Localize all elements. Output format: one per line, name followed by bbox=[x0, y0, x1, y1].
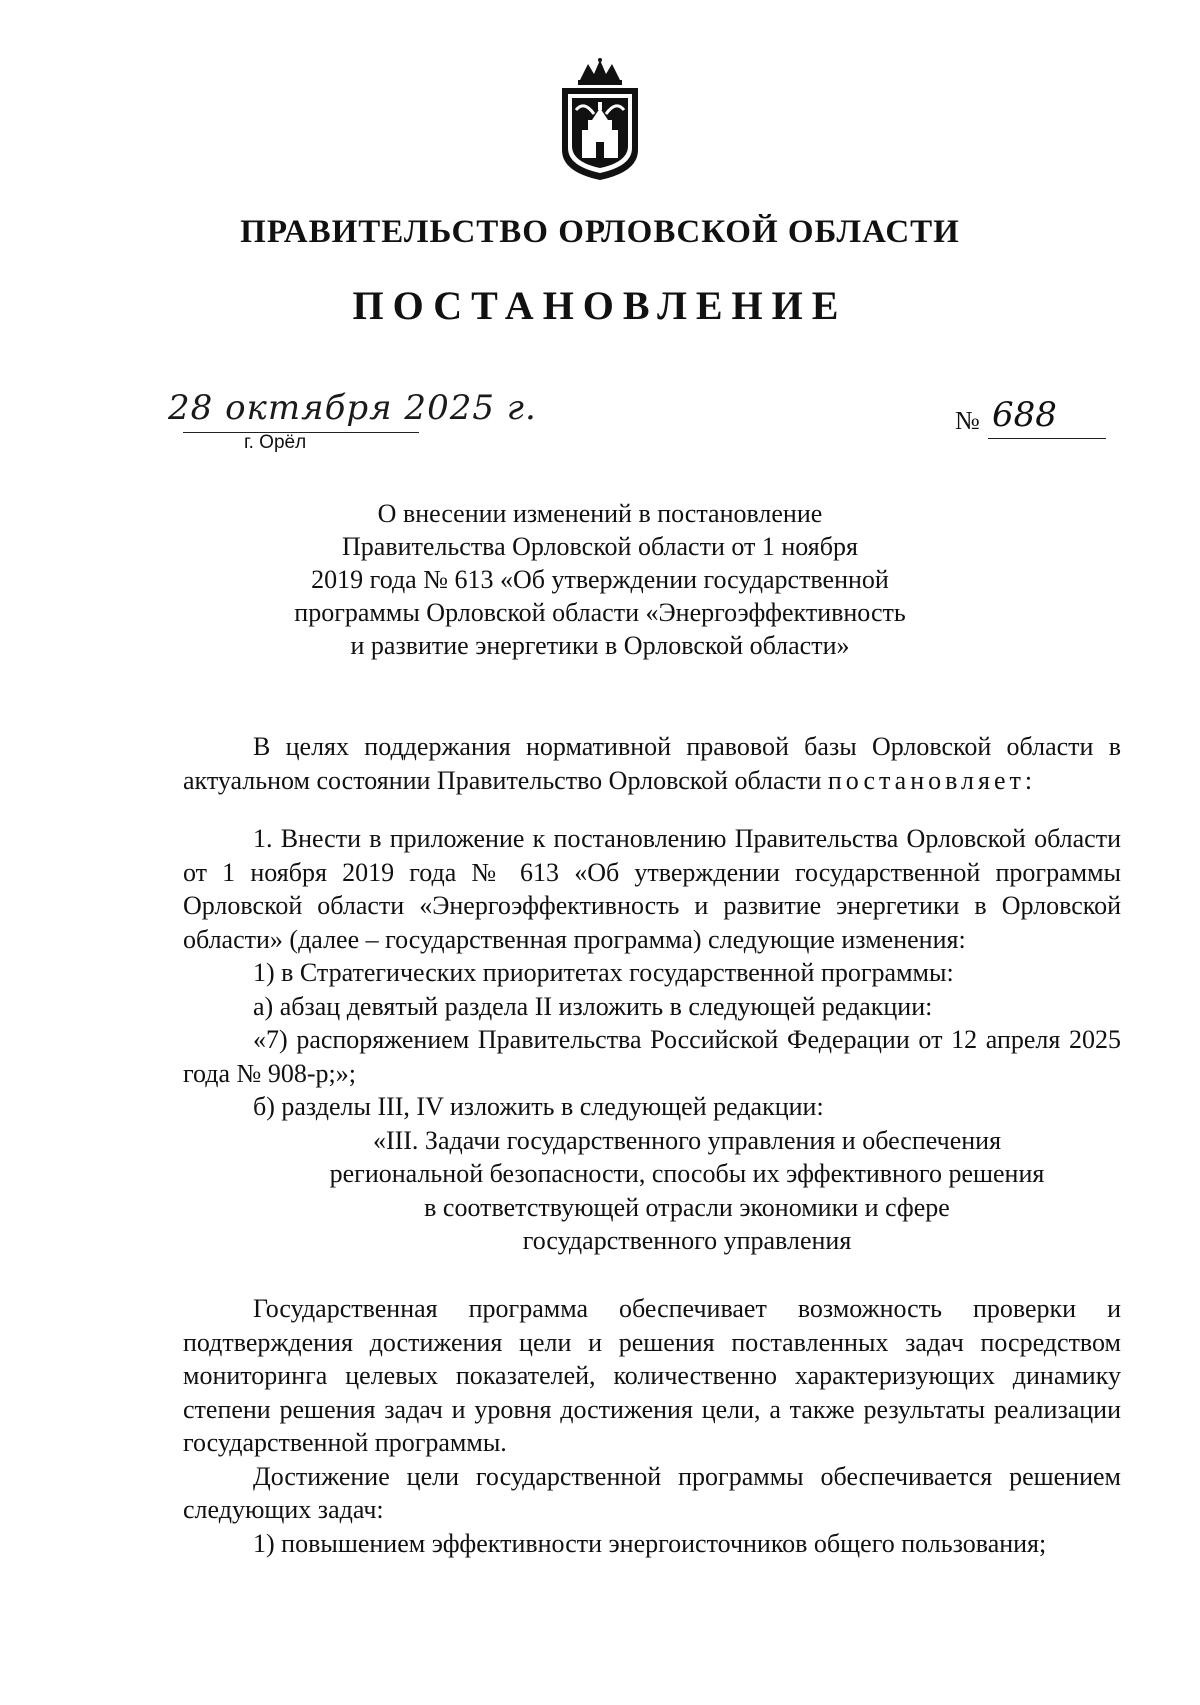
section-body bbox=[183, 1292, 1121, 1560]
title-line: О внесении изменений в постановление bbox=[377, 499, 823, 528]
goal-paragraph: Достижение цели государственной программы обеспечивается решением следующих задач: bbox=[183, 1461, 1121, 1524]
sub-item-1: 1) в Стратегических приоритетах государственной программы: bbox=[253, 958, 954, 987]
task-1: 1) повышением эффективности энергоисточников общего пользования; bbox=[253, 1528, 1047, 1558]
title-line: Правительства Орловской области от 1 ноября bbox=[342, 532, 858, 561]
preamble bbox=[183, 730, 1121, 797]
coat-of-arms-emblem bbox=[558, 58, 642, 182]
section-heading-line: государственного управления bbox=[522, 1226, 852, 1255]
city-label: г. Орёл bbox=[244, 432, 307, 453]
document-title bbox=[0, 497, 1200, 662]
section-heading-line: «III. Задачи государственного управления и обеспечения bbox=[372, 1125, 1002, 1155]
number-sign: № bbox=[955, 406, 980, 435]
section-heading-line: региональной безопасности, способы их эффективного решения bbox=[329, 1159, 1045, 1188]
resolution-items bbox=[183, 822, 1121, 1258]
program-paragraph: Государственная программа обеспечивает возможность проверки и подтверждения достижения цели и решения поставленных задач посредством мониторинга целевых показателей, количественно характеризующих динамику степени решения задач и уровня достижения цели, а также результаты реализации государственной программы. bbox=[183, 1294, 1121, 1457]
handwritten-number: 688 bbox=[992, 395, 1057, 435]
title-line: и развитие энергетики в Орловской области» bbox=[350, 631, 850, 660]
section-heading bbox=[253, 1124, 1121, 1258]
title-line: 2019 года № 613 «Об утверждении государственной bbox=[311, 565, 889, 594]
section-heading-line: в соответствующей отрасли экономики и сфере bbox=[424, 1192, 950, 1222]
preamble-paragraph bbox=[183, 730, 1121, 797]
sub-item-b: б) разделы III, IV изложить в следующей редакции: bbox=[253, 1092, 824, 1121]
number-underline bbox=[988, 438, 1106, 439]
item-1: 1. Внести в приложение к постановлению Правительства Орловской области от 1 ноября 2019 года № 613 «Об утверждении государственной программы Орловской области «Энергоэффективность и развитие энергетики в Орловской области» (далее – государственная программа) следующие изменения: bbox=[183, 824, 1121, 954]
sub-item-a: а) абзац девятый раздела II изложить в следующей редакции: bbox=[253, 991, 933, 1021]
quoted-clause-7: «7) распоряжением Правительства Российской Федерации от 12 апреля 2025 года № 908-р;»; bbox=[183, 1025, 1121, 1088]
preamble-text: В целях поддержания нормативной правовой базы Орловской области в актуальном состоянии Правительство Орловской области bbox=[183, 732, 1121, 795]
organization-name: ПРАВИТЕЛЬСТВО ОРЛОВСКОЙ ОБЛАСТИ bbox=[240, 214, 960, 250]
title-line: программы Орловской области «Энергоэффективность bbox=[294, 598, 906, 627]
handwritten-date: 28 октября 2025 г. bbox=[168, 388, 537, 428]
resolves-word: постановляет: bbox=[827, 765, 1037, 795]
document-type: ПОСТАНОВЛЕНИЕ bbox=[352, 283, 848, 328]
